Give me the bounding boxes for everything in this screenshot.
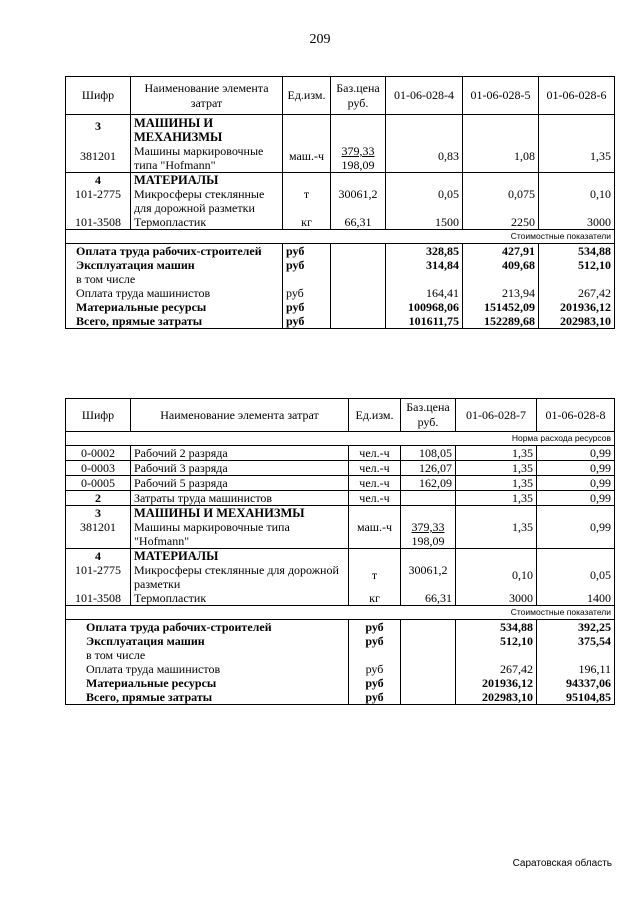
cost-unit: руб [349, 634, 401, 648]
cost-value: 512,10 [456, 634, 537, 648]
table-row [66, 476, 615, 491]
table-row [66, 144, 615, 173]
row-value: 2250 [463, 215, 539, 230]
row-name: Рабочий 3 разряда [131, 461, 349, 476]
cost-value: 94337,06 [537, 676, 615, 690]
row-name: Рабочий 5 разряда [131, 476, 349, 491]
cost-value: 314,84 [386, 258, 463, 272]
row-code: 2 [66, 491, 131, 506]
table-row [66, 215, 615, 230]
cost-name: Оплата труда рабочих-строителей [66, 244, 283, 259]
cost-unit: руб [283, 286, 331, 300]
group-row [66, 506, 615, 521]
col-name-header: Наименование элемента затрат [131, 77, 283, 115]
row-value: 0,10 [456, 563, 537, 591]
table-row [66, 491, 615, 506]
row-unit: т [349, 563, 401, 591]
row-code: 101-3508 [66, 215, 131, 230]
cost-row [66, 648, 615, 662]
row-price-secondary: 198,09 [341, 158, 375, 172]
col-price-header: Баз.цена руб. [401, 399, 456, 432]
cost-value: 328,85 [386, 244, 463, 259]
group-code: 3 [66, 115, 131, 145]
resource-table-2 [65, 398, 615, 705]
row-value: 1,35 [456, 461, 537, 476]
cost-row [66, 300, 615, 314]
row-value: 0,99 [537, 491, 615, 506]
row-value: 0,99 [537, 461, 615, 476]
section-label: Стоимостные показатели [66, 230, 615, 244]
cost-value: 201936,12 [456, 676, 537, 690]
row-unit: чел.-ч [349, 446, 401, 461]
cost-row [66, 676, 615, 690]
group-code: 3 [66, 506, 131, 521]
row-price-secondary: 198,09 [411, 534, 445, 548]
row-value: 1,35 [456, 520, 537, 549]
group-title: МАТЕРИАЛЫ [131, 549, 349, 564]
col-name-header: Наименование элемента затрат [131, 399, 349, 432]
cost-value: 375,54 [537, 634, 615, 648]
cost-unit: руб [349, 676, 401, 690]
cost-name: Оплата труда машинистов [66, 662, 349, 676]
cost-row [66, 272, 615, 286]
row-unit: чел.-ч [349, 461, 401, 476]
group-row [66, 173, 615, 188]
row-value: 3000 [539, 215, 615, 230]
cost-row [66, 314, 615, 329]
col-price-header: Баз.цена руб. [331, 77, 386, 115]
cost-name: в том числе [66, 648, 349, 662]
cost-name: Материальные ресурсы [66, 676, 349, 690]
cost-value: 152289,68 [463, 314, 539, 329]
cost-name: Эксплуатация машин [66, 634, 349, 648]
row-value: 1,35 [539, 144, 615, 173]
group-code: 4 [66, 549, 131, 564]
row-value: 1,08 [463, 144, 539, 173]
region-footer: Саратовская область [512, 858, 612, 869]
row-value: 0,99 [537, 476, 615, 491]
cost-name: Всего, прямые затраты [66, 314, 283, 329]
col-norm-header: 01-06-028-5 [463, 77, 539, 115]
cost-unit: руб [283, 300, 331, 314]
table-row [66, 446, 615, 461]
col-code-header: Шифр [66, 77, 131, 115]
cost-unit: руб [349, 662, 401, 676]
cost-value: 512,10 [539, 258, 615, 272]
cost-value: 409,68 [463, 258, 539, 272]
row-value: 3000 [456, 591, 537, 606]
cost-unit: руб [283, 244, 331, 259]
table-row [66, 187, 615, 215]
row-value: 1500 [386, 215, 463, 230]
group-title: МАШИНЫ И МЕХАНИЗМЫ [131, 115, 283, 145]
cost-value: 201936,12 [539, 300, 615, 314]
cost-unit: руб [283, 314, 331, 329]
table-header [66, 77, 615, 115]
cost-value: 196,11 [537, 662, 615, 676]
col-norm-header: 01-06-028-8 [537, 399, 615, 432]
row-code: 101-3508 [66, 591, 131, 606]
group-code: 4 [66, 173, 131, 188]
cost-row [66, 258, 615, 272]
row-name: Машины маркировочные типа "Hofmann" [131, 144, 283, 173]
row-name: Рабочий 2 разряда [131, 446, 349, 461]
page-number: 209 [309, 32, 331, 47]
cost-value: 202983,10 [456, 690, 537, 705]
row-unit: чел.-ч [349, 491, 401, 506]
cost-name: Оплата труда машинистов [66, 286, 283, 300]
table-row [66, 591, 615, 606]
cost-value: 95104,85 [537, 690, 615, 705]
row-value: 0,05 [537, 563, 615, 591]
row-value: 0,10 [539, 187, 615, 215]
cost-row [66, 286, 615, 300]
row-code: 0-0005 [66, 476, 131, 491]
table-row [66, 563, 615, 591]
cost-value: 392,25 [537, 620, 615, 635]
section-label-row [66, 230, 615, 244]
col-code-header: Шифр [66, 399, 131, 432]
cost-unit: руб [349, 690, 401, 705]
group-row [66, 115, 615, 145]
row-name: Микросферы стеклянные для дорожной разметки [131, 563, 349, 591]
row-price: 379,33 [341, 144, 375, 158]
row-unit: маш.-ч [349, 520, 401, 549]
row-price: 108,05 [401, 446, 456, 461]
cost-row [66, 244, 615, 259]
row-unit: чел.-ч [349, 476, 401, 491]
cost-name: Всего, прямые затраты [66, 690, 349, 705]
row-code: 0-0003 [66, 461, 131, 476]
cost-name: Оплата труда рабочих-строителей [66, 620, 349, 635]
row-price: 126,07 [401, 461, 456, 476]
row-unit: маш.-ч [283, 144, 331, 173]
row-code: 381201 [66, 144, 131, 173]
col-norm-header: 01-06-028-7 [456, 399, 537, 432]
row-code: 381201 [66, 520, 131, 549]
row-value: 0,99 [537, 446, 615, 461]
resource-table-1 [65, 76, 615, 329]
section-label-row [66, 432, 615, 446]
cost-row [66, 634, 615, 648]
cost-name: в том числе [66, 272, 283, 286]
section-label-row [66, 606, 615, 620]
cost-value: 100968,06 [386, 300, 463, 314]
row-code: 101-2775 [66, 187, 131, 215]
cost-name: Эксплуатация машин [66, 258, 283, 272]
row-value: 0,075 [463, 187, 539, 215]
col-unit-header: Ед.изм. [349, 399, 401, 432]
row-value: 1,35 [456, 446, 537, 461]
col-norm-header: 01-06-028-4 [386, 77, 463, 115]
cost-value: 427,91 [463, 244, 539, 259]
cost-name: Материальные ресурсы [66, 300, 283, 314]
section-label: Стоимостные показатели [66, 606, 615, 620]
row-price: 30061,2 [331, 187, 386, 215]
col-norm-header: 01-06-028-6 [539, 77, 615, 115]
table-header [66, 399, 615, 432]
row-unit: кг [349, 591, 401, 606]
row-value: 1,35 [456, 491, 537, 506]
row-price: 379,33 [411, 520, 445, 534]
row-value: 1400 [537, 591, 615, 606]
row-price: 30061,2 [401, 563, 456, 591]
col-unit-header: Ед.изм. [283, 77, 331, 115]
group-title: МАТЕРИАЛЫ [131, 173, 283, 188]
row-name: Термопластик [131, 215, 283, 230]
row-code: 0-0002 [66, 446, 131, 461]
row-name: Затраты труда машинистов [131, 491, 349, 506]
cost-unit: руб [283, 258, 331, 272]
row-unit: т [283, 187, 331, 215]
cost-value: 213,94 [463, 286, 539, 300]
row-name: Машины маркировочные типа "Hofmann" [131, 520, 349, 549]
cost-value: 534,88 [456, 620, 537, 635]
table-row [66, 461, 615, 476]
row-value: 0,05 [386, 187, 463, 215]
cost-unit: руб [349, 620, 401, 635]
cost-row [66, 690, 615, 705]
cost-row [66, 620, 615, 635]
table-row [66, 520, 615, 549]
row-value: 1,35 [456, 476, 537, 491]
row-value: 0,83 [386, 144, 463, 173]
row-price: 66,31 [331, 215, 386, 230]
row-price: 66,31 [401, 591, 456, 606]
cost-value: 267,42 [539, 286, 615, 300]
row-value: 0,99 [537, 520, 615, 549]
cost-value: 267,42 [456, 662, 537, 676]
row-code: 101-2775 [66, 563, 131, 591]
row-unit: кг [283, 215, 331, 230]
group-title: МАШИНЫ И МЕХАНИЗМЫ [131, 506, 349, 521]
section-label: Норма расхода ресурсов [66, 432, 615, 446]
row-name: Термопластик [131, 591, 349, 606]
group-row [66, 549, 615, 564]
cost-value: 202983,10 [539, 314, 615, 329]
row-name: Микросферы стеклянные для дорожной разметки [131, 187, 283, 215]
cost-row [66, 662, 615, 676]
cost-value: 101611,75 [386, 314, 463, 329]
row-price: 162,09 [401, 476, 456, 491]
cost-value: 164,41 [386, 286, 463, 300]
cost-value: 151452,09 [463, 300, 539, 314]
cost-value: 534,88 [539, 244, 615, 259]
